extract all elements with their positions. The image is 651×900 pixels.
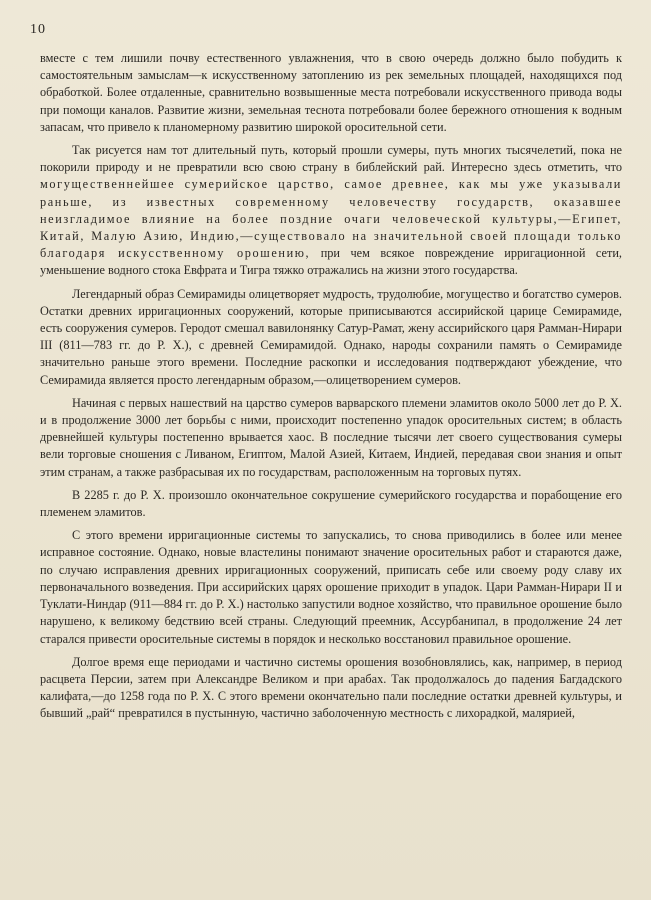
paragraph-6: С этого времени ирригационные системы то запускались, то снова приводились в более или менее исправное состояние. Однако, новые властелины понимают значение оросительных работ и стараются даже, по случаю исправления древних ирригационных сооружений, приписать себе или своему роду славу их первоначального возведения. При ассирийских царях орошение приходит в упадок. Цари Рамман-Нирари II и Туклати-Ниндар (911—884 гг. до Р. Х.) настолько запустили водное хозяйство, что правильное орошение было нарушено, к великому бедствию всей страны. Следующий преемник, Ассурбанипал, в продолжение 24 лет старался привести оросительные системы в порядок и несколько восстановил правильное орошение. bbox=[40, 528, 622, 646]
paragraph-5: В 2285 г. до Р. Х. произошло окончательное сокрушение сумерийского государства и порабощение его племенем эламитов. bbox=[40, 487, 622, 520]
paragraph-7: Долгое время еще периодами и частично системы орошения возобновлялись, как, например, в период расцвета Персии, затем при Александре Великом и при арабах. Так продолжалось до падения Багдадского калифата,—до 1258 года по Р. Х. С этого времени окончательно пали последние остатки древней культуры, и бывший „рай“ превратился в пустынную, частично заболоченную местность с лихорадкой, малярией, bbox=[40, 654, 622, 721]
paragraph-2-spaced-emphasis: могущественнейшее сумерийское царство, самое древнее, как мы уже указывали раньше, из известных современному человечеству государств, оказавшее неизгладимое влияние на более поздние очаги человеческой культуры,—Египет, Китай, Малую Азию, Индию,—существовало на значительной своей площади только благодаря искусственному орошению, bbox=[40, 177, 622, 261]
paragraph-2 bbox=[40, 142, 622, 280]
page-number: 10 bbox=[30, 22, 46, 37]
paragraph-2-intro: Так рисуется нам тот длительный путь, который прошли сумеры, путь многих тысячелетий, пока не покорили природу и не превратили всю свою страну в библейский рай. Интересно здесь отметить, что bbox=[40, 143, 622, 175]
paragraph-1: вместе с тем лишили почву естественного увлажнения, что в свою очередь должно было побудить к самостоятельным замыслам—к искусственному затоплению из рек земельных площадей, находящихся под обработкой. Более отдаленные, сравнительно возвышенные места потребовали искусственного привода воды при помощи каналов. Развитие жизни, земельная теснота потребовали более бережного отношения к водным запасам, что привело к планомерному развитию широкой оросительной сети. bbox=[40, 51, 622, 134]
body-text bbox=[40, 50, 622, 729]
paragraph-4: Начиная с первых нашествий на царство сумеров варварского племени эламитов около 5000 лет до Р. Х. и в продолжение 3000 лет борьбы с ними, происходит постепенно упадок оросительных систем; в область древнейшей культуры постепенно врывается хаос. В последние тысячи лет своего существования сумеры вели торговые сношения с Ливаном, Египтом, Малой Азией, Китаем, Индией, передавая свои знания и опыт этим странам, а также разбрасывая их по государствам, расположенным на торговых путях. bbox=[40, 395, 622, 479]
paragraph-2-ending: при чем всякое повреждение ирригационной сети, уменьшение водного стока Евфрата и Тигра тяжко отражались на жизни этого государства. bbox=[40, 246, 622, 278]
paragraph-3: Легендарный образ Семирамиды олицетворяет мудрость, трудолюбие, могущество и богатство сумеров. Остатки древних ирригационных сооружений, которые приписываются ассирийской царице Семирамиде, есть сооружения сумеров. Геродот смешал вавилонянку Сатур-Рамат, жену ассирийского царя Рамман-Нирари III (811—783 гг. до Р. Х.), с древней Семирамидой. Однако, народы сохранили память о Семирамиде значительно раньше этого времени. Последние раскопки и исследования подтверждают убеждение, что Семирамида является просто легендарным образом,—олицетворением сумеров. bbox=[40, 286, 622, 387]
